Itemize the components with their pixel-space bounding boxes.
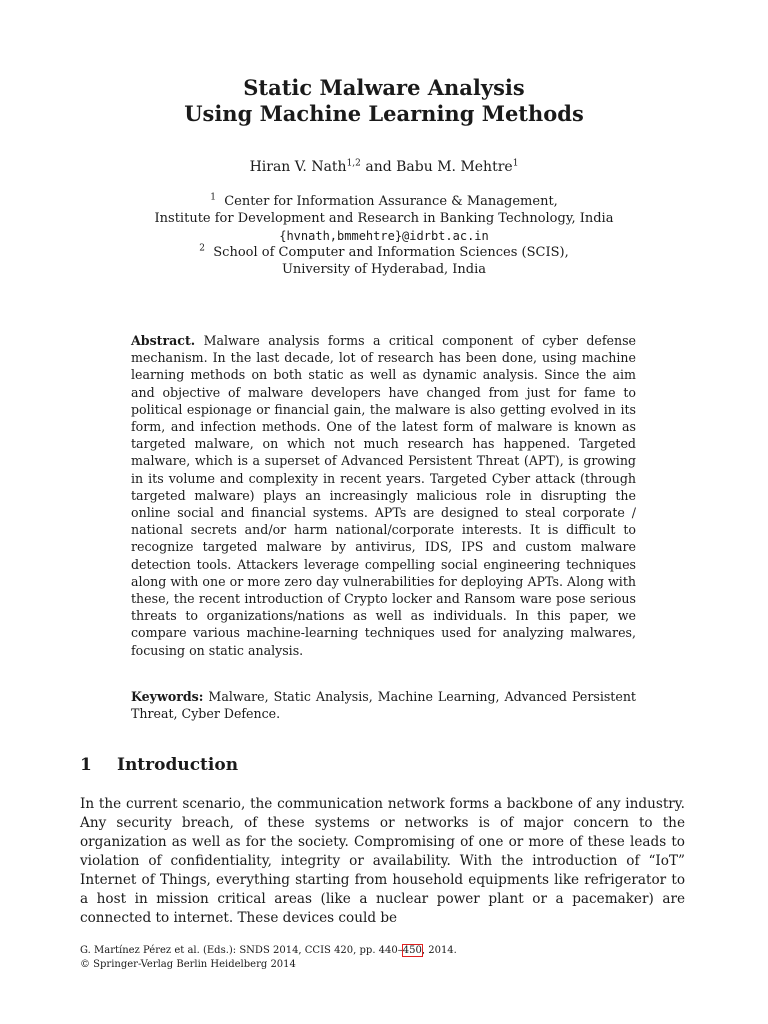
authors [0, 157, 768, 177]
copyright-notice: © Springer-Verlag Berlin Heidelberg 2014 [80, 959, 296, 970]
intro-paragraph: In the current scenario, the communication network forms a backbone of any industry. Any security breach, of these systems or networks is of major concern to the organization as well as for the society. Compromising of one or more of these leads to violation of confidentiality, integrity or availability. With the introduction of “IoT” Internet of Things, everything starting from household equipments like refrigerator to a host in mission critical areas (like a nuclear power plant or a pacemaker) are connected to internet. These devices could be [80, 796, 685, 926]
page-range-link[interactable]: 450 [402, 945, 422, 956]
citation-text: G. Martínez Pérez et al. (Eds.): SNDS 2014, CCIS 420, pp. 440– [80, 945, 403, 956]
abstract-text: Malware analysis forms a critical component of cyber defense mechanism. In the last decade, lot of research has been done, using machine learning methods on both static as well as dynamic analysis. Since the aim and objective of malware developers have changed from just for fame to political espionage or financial gain, the malware is also getting evolved in its form, and infection methods. One of the latest form of malware is known as targeted malware, on which not much research has happened. Targeted malware, which is a superset of Advanced Persistent Threat (APT), is growing in its volume and complexity in recent years. Targeted Cyber attack (through targeted malware) plays an increasingly malicious role in disrupting the online social and financial systems. APTs are designed to steal corporate / national secrets and/or harm national/corporate interests. It is difficult to recognize targeted malware by antivirus, IDS, IPS and custom malware detection tools. Attackers leverage compelling social engineering techniques along with one or more zero day vulnerabilities for deploying APTs. Along with these, the recent introduction of Crypto locker and Ransom ware pose serious threats to organizations/nations as well as individuals. In this paper, we compare various machine-learning techniques used for analyzing malwares, focusing on static analysis. [131, 333, 636, 658]
abstract-label: Abstract. [131, 333, 196, 348]
affiliation-1-number: 1 [210, 192, 216, 203]
keywords-label: Keywords: [131, 689, 204, 704]
section-heading [80, 753, 238, 777]
keywords-text: Malware, Static Analysis, Machine Learning, Advanced Persistent Threat, Cyber Defence. [131, 689, 636, 722]
author-1-affil-marker: 1,2 [346, 158, 361, 169]
affiliation-1-line2: Institute for Development and Research in Banking Technology, India [154, 211, 614, 226]
abstract [131, 332, 636, 659]
email-link[interactable]: {hvnath,bmmehtre}@idrbt.ac.in [279, 229, 489, 243]
affiliation-2-line1: $^2$ School of Computer and Information Sciences (SCIS), [199, 243, 569, 260]
section-title: Introduction [117, 755, 239, 775]
section-number: 1 [80, 755, 92, 775]
authors-conjunction: and [360, 159, 397, 175]
author-2-affil-marker: 1 [512, 158, 519, 169]
affiliation-1-line1: $^1$ Center for Information Assurance & Management, [210, 192, 558, 209]
keywords [131, 688, 636, 722]
affiliation-2-number: 2 [199, 243, 206, 254]
paper-title-line1: Static Malware Analysis [243, 75, 525, 100]
paper-title-line2: Using Machine Learning Methods [184, 101, 584, 126]
affiliation-2-line2: University of Hyderabad, India [281, 262, 487, 277]
author-1: Hiran V. Nath [249, 159, 347, 175]
citation-year: , 2014. [421, 945, 457, 956]
citation-footer [80, 944, 685, 958]
author-2: Babu M. Mehtre [396, 159, 513, 175]
